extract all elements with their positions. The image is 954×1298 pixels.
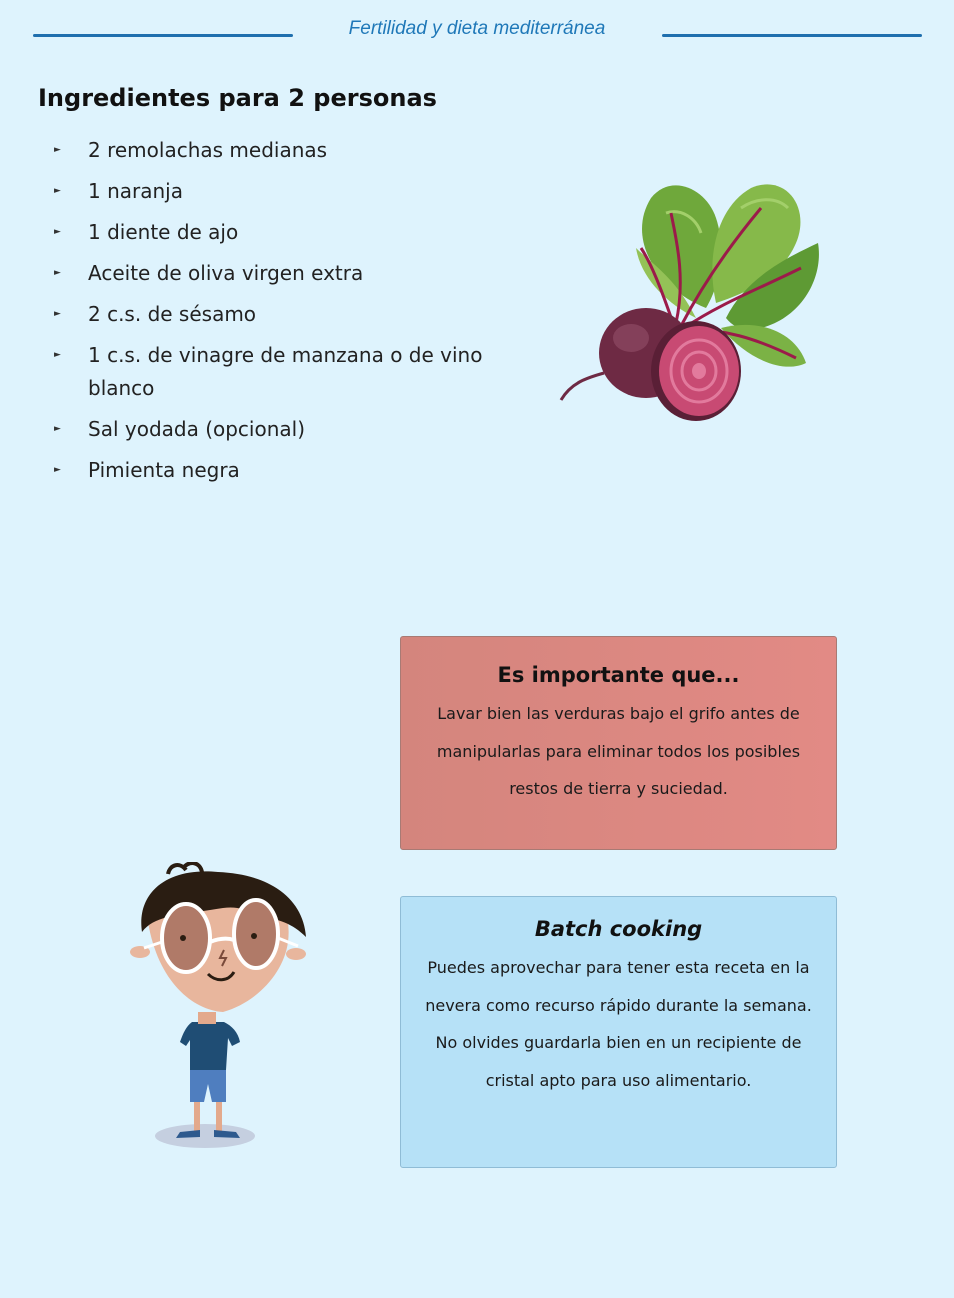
ingredient-text: Sal yodada (opcional) [88, 417, 306, 441]
beet-slice [651, 321, 741, 421]
bullet-icon: ► [54, 350, 61, 360]
bullet-icon: ► [54, 227, 61, 237]
page-header [0, 14, 954, 54]
ingredients-list [52, 134, 512, 495]
bullet-icon: ► [54, 465, 61, 475]
ingredient-item [52, 413, 512, 446]
bullet-icon: ► [54, 145, 61, 155]
batch-cooking-text: Puedes aprovechar para tener esta receta en la nevera como recurso rápido durante la semana. No olvides guardarla bien en un recipiente de cristal apto para uso alimentario. [425, 958, 812, 1090]
ingredient-item [52, 454, 512, 487]
header-title: Fertilidad y dieta mediterránea [348, 18, 606, 39]
ingredient-text: 1 naranja [88, 179, 183, 203]
ingredient-item [52, 298, 512, 331]
important-note-text: Lavar bien las verduras bajo el grifo antes de manipularlas para eliminar todos los posibles restos de tierra y suciedad. [436, 704, 801, 798]
ingredient-text: Pimienta negra [88, 458, 240, 482]
kid-shadow [155, 1124, 255, 1148]
ingredient-text: Aceite de oliva virgen extra [88, 261, 364, 285]
ingredient-item [52, 216, 512, 249]
batch-cooking-title: Batch cooking [534, 917, 703, 941]
important-note-box [400, 636, 837, 850]
ingredient-text: 1 diente de ajo [88, 220, 239, 244]
bullet-icon: ► [54, 186, 61, 196]
ingredient-item [52, 134, 512, 167]
beetroot-illustration [556, 168, 828, 428]
ingredient-text: 1 c.s. de vinagre de manzana o de vino blanco [88, 343, 483, 400]
ingredients-heading: Ingredientes para 2 personas [38, 84, 437, 112]
bullet-icon: ► [54, 309, 61, 319]
ingredient-item [52, 257, 512, 290]
batch-cooking-box [400, 896, 837, 1168]
kid-body [180, 1012, 240, 1070]
header-rule-right [662, 34, 922, 37]
ingredient-item [52, 339, 512, 405]
important-note-title: Es importante que... [497, 663, 740, 687]
ingredient-text: 2 c.s. de sésamo [88, 302, 257, 326]
ingredient-item [52, 175, 512, 208]
boy-with-glasses-illustration [128, 862, 318, 1154]
bullet-icon: ► [54, 268, 61, 278]
bullet-icon: ► [54, 424, 61, 434]
ingredient-text: 2 remolachas medianas [88, 138, 328, 162]
